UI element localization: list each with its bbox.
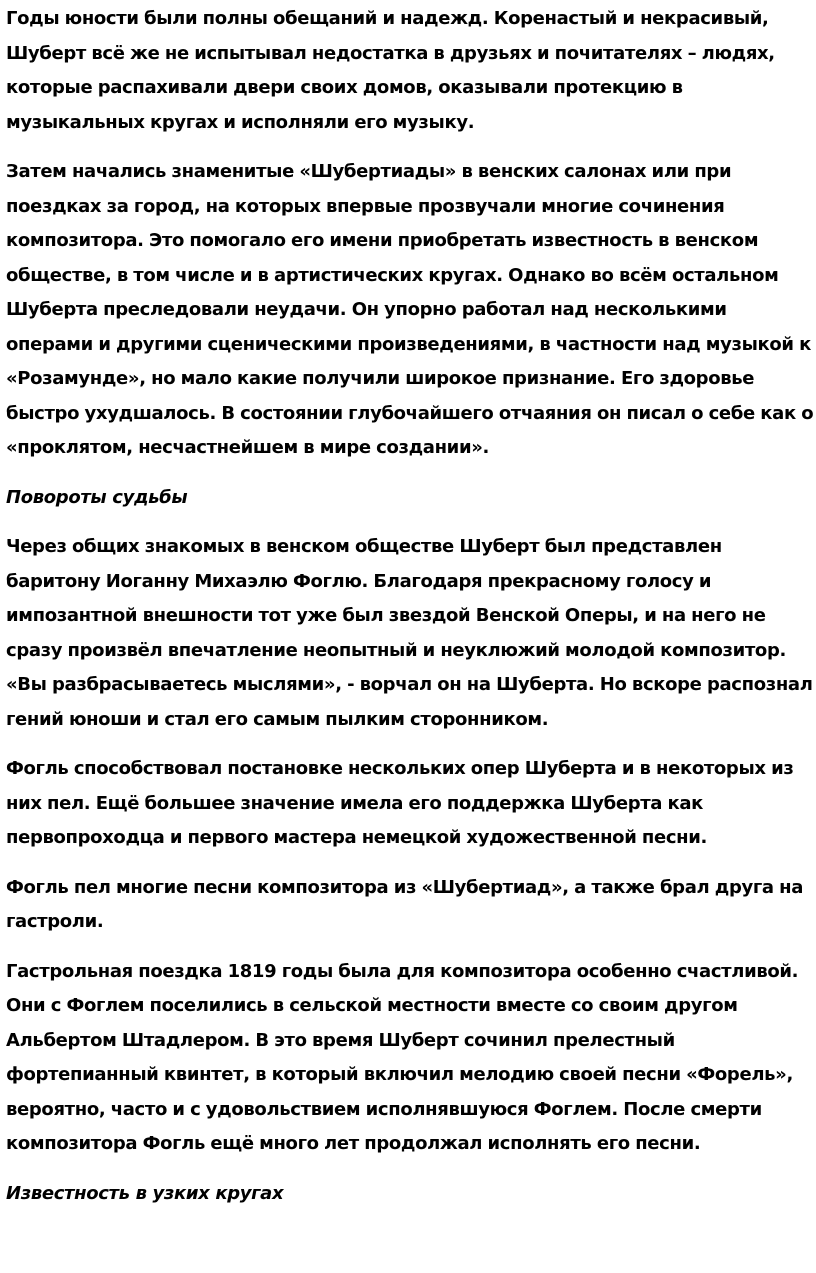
paragraph-schubertiads: Затем начались знаменитые «Шубертиады» в венских салонах или при поездках за город, на которых впервые прозвучали многие сочинения композитора. Это помогало его имени приобретать известность в венском обществе, в том числе и в артистических кругах. Однако во всём остальном Шуберта преследовали неудачи. Он упорно работал над несколькими операми и другими сценическими произведениями, в частности над музыкой к «Розамунде», но мало какие получили широкое признание. Его здоровье быстро ухудшалось. В состоянии глубочайшего отчаяния он писал о себе как о «проклятом, несчастнейшем в мире создании». [6,161,814,458]
paragraph-tour-1819: Гастрольная поездка 1819 годы была для композитора особенно счастливой. Они с Фоглем поселились в сельской местности вместе со своим другом Альбертом Штадлером. В это время Шуберт сочинил прелестный фортепианный квинтет, в который включил мелодию своей песни «Форель», вероятно, часто и с удовольствием исполнявшуюся Фоглем. После смерти композитора Фогль ещё много лет продолжал исполнять его песни. [6,960,799,1154]
paragraph-vogl-support: Фогль способствовал постановке нескольких опер Шуберта и в некоторых из них пел. Ещё большее значение имела его поддержка Шуберта как первопроходца и первого мастера немецкой художественной песни. [6,758,794,848]
section-heading-turns-of-fate: Повороты судьбы [6,486,188,508]
paragraph-vogl-songs: Фогль пел многие песни композитора из «Шубертиад», а также брал друга на гастроли. [6,876,804,932]
section-heading-narrow-circles: Известность в узких кругах [6,1182,284,1204]
paragraph-youth: Годы юности были полны обещаний и надежд. Коренастый и некрасивый, Шуберт всё же не испытывал недостатка в друзьях и почитателях – людях, которые распахивали двери своих домов, оказывали протекцию в музыкальных кругах и исполняли его музыку. [6,8,775,133]
paragraph-vogl-introduction: Через общих знакомых в венском обществе Шуберт был представлен баритону Иоганну Михаэлю Фоглю. Благодаря прекрасному голосу и импозантной внешности тот уже был звездой Венской Оперы, и на него не сразу произвёл впечатление неопытный и неуклюжий молодой композитор. «Вы разбрасываетесь мыслями», - ворчал он на Шуберта. Но вскоре распознал гений юноши и стал его самым пылким сторонником. [6,536,813,730]
